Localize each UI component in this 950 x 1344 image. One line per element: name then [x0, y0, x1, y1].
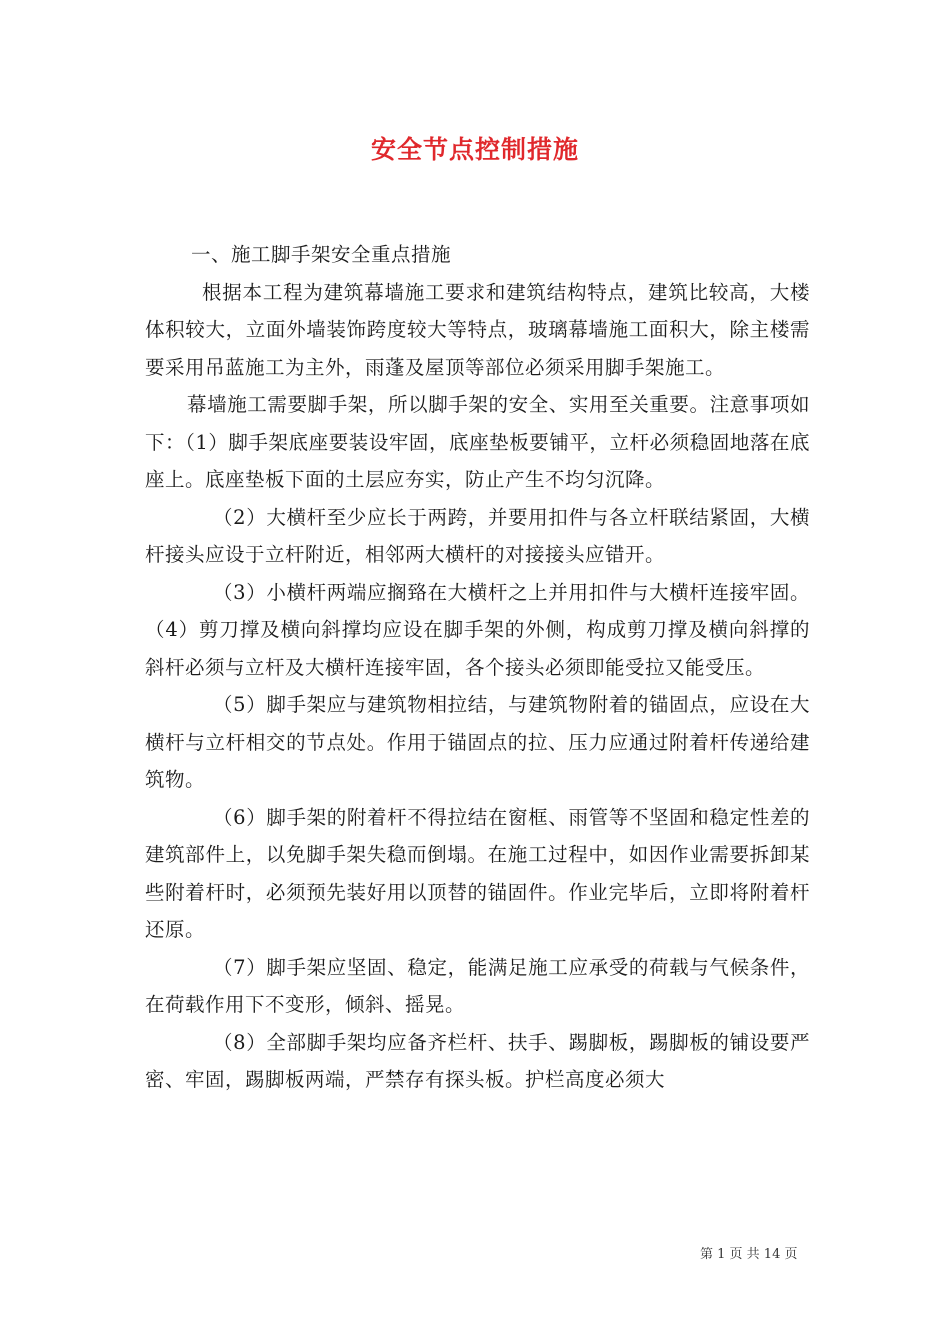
paragraph-item-3-4: （3）小横杆两端应搁臵在大横杆之上并用扣件与大横杆连接牢固。（4）剪刀撑及横向斜撑均应设在脚手架的外侧，构成剪刀撑及横向斜撑的斜杆必须与立杆及大横杆连接牢固，各个接头必须即能受拉又能受压。	[145, 580, 810, 679]
page-number: 第 1 页 共 14 页	[700, 1247, 798, 1262]
document-body	[145, 236, 810, 1099]
document-title: 安全节点控制措施	[370, 135, 579, 164]
paragraph-item-7: （7）脚手架应坚固、稳定，能满足施工应承受的荷载与气候条件，在荷载作用下不变形，倾斜、摇晃。	[145, 955, 810, 1016]
section-heading: 一、施工脚手架安全重点措施	[191, 243, 452, 266]
paragraph-item-8: （8）全部脚手架均应备齐栏杆、扶手、踢脚板，踢脚板的铺设要严密、牢固，踢脚板两端，严禁存有探头板。护栏高度必须大	[145, 1030, 810, 1091]
paragraph-intro: 根据本工程为建筑幕墙施工要求和建筑结构特点，建筑比较高，大楼体积较大，立面外墙装饰跨度较大等特点，玻璃幕墙施工面积大，除主楼需要采用吊蓝施工为主外，雨蓬及屋顶等部位必须采用脚手架施工。	[145, 280, 810, 379]
paragraph-item-5: （5）脚手架应与建筑物相拉结，与建筑物附着的锚固点，应设在大横杆与立杆相交的节点处。作用于锚固点的拉、压力应通过附着杆传递给建筑物。	[145, 693, 810, 791]
paragraph-item-6: （6）脚手架的附着杆不得拉结在窗框、雨管等不坚固和稳定性差的建筑部件上，以免脚手架失稳而倒塌。在施工过程中，如因作业需要拆卸某些附着杆时，必须预先装好用以顶替的锚固件。作业完毕后，立即将附着杆还原。	[145, 805, 810, 941]
paragraph-precautions: 幕墙施工需要脚手架，所以脚手架的安全、实用至关重要。注意事项如下：（1）脚手架底座要装设牢固，底座垫板要铺平，立杆必须稳固地落在底座上。底座垫板下面的土层应夯实，防止产生不均匀沉降。	[145, 393, 810, 491]
paragraph-item-2: （2）大横杆至少应长于两跨，并要用扣件与各立杆联结紧固，大横杆接头应设于立杆附近，相邻两大横杆的对接接头应错开。	[145, 505, 810, 566]
